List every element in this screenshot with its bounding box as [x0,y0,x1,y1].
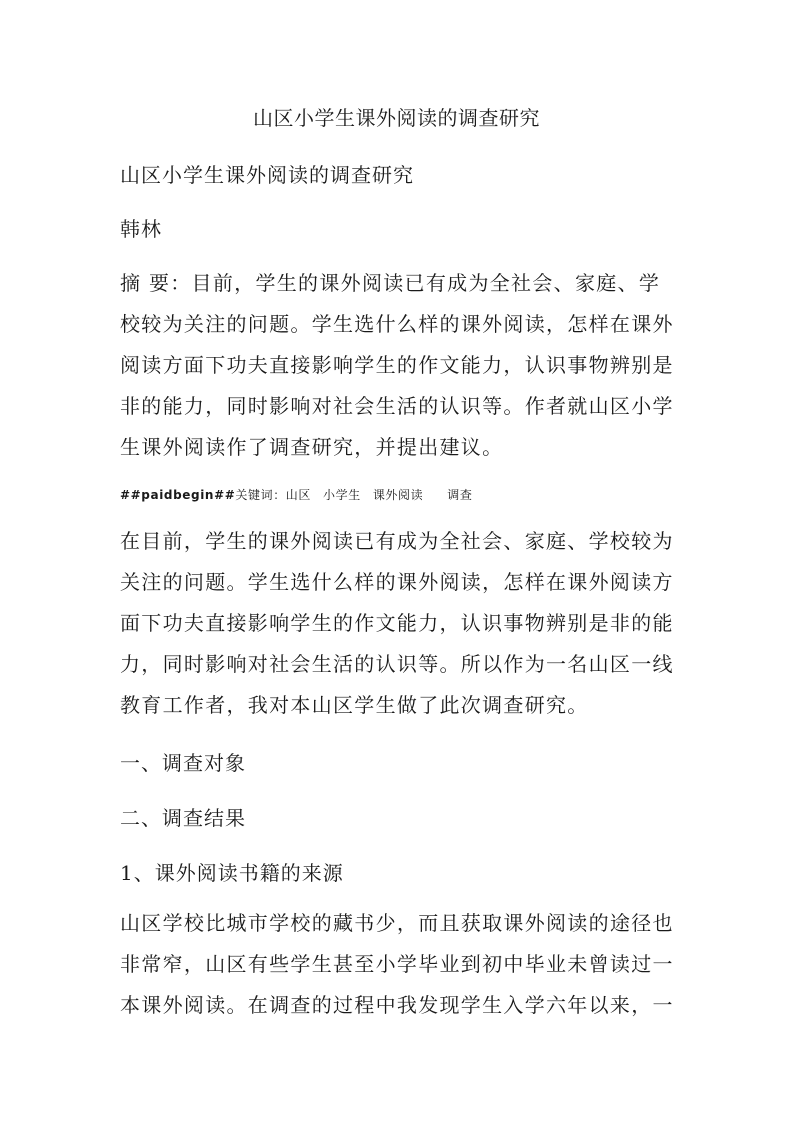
intro-line: 教育工作者，我对本山区学生做了此次调查研究。 [120,693,589,717]
article-heading: 山区小学生课外阅读的调查研究 [120,163,414,187]
body-line: 本课外阅读。在调查的过程中我发现学生入学六年以来，一 [120,993,674,1017]
body-line: 山区学校比城市学校的藏书少，而且获取课外阅读的途径也 [120,911,674,935]
intro-paragraph [120,521,676,726]
subsection-heading-1: 1、课外阅读书籍的来源 [120,861,344,885]
keyword: 调查 [447,488,473,502]
abstract-line: 校较为关注的问题。学生选什么样的课外阅读，怎样在课外 [120,312,674,336]
keyword: 课外阅读 [372,488,424,502]
keyword: 小学生 [323,488,361,502]
section-heading-2: 二、调查结果 [120,806,246,830]
keywords-line [120,486,472,503]
abstract-line: 非的能力，同时影响对社会生活的认识等。作者就山区小学 [120,394,674,418]
keyword: 山区 [285,488,311,502]
document-title: 山区小学生课外阅读的调查研究 [253,106,540,130]
abstract-line: 阅读方面下功夫直接影响学生的作文能力，认识事物辨别是 [120,353,674,377]
abstract-paragraph [120,263,676,468]
intro-line: 关注的问题。学生选什么样的课外阅读，怎样在课外阅读方 [120,570,674,594]
section-heading-1: 一、调查对象 [120,751,246,775]
keywords-label: 关键词： [235,488,286,502]
body-paragraph [120,903,676,1026]
author-name: 韩林 [120,217,162,241]
paid-marker: ##paidbegin## [120,488,236,502]
abstract-line: 摘 要：目前，学生的课外阅读已有成为全社会、家庭、学 [120,271,661,295]
abstract-line: 生课外阅读作了调查研究，并提出建议。 [120,435,504,459]
intro-line: 在目前，学生的课外阅读已有成为全社会、家庭、学校较为 [120,529,674,553]
body-line: 非常窄，山区有些学生甚至小学毕业到初中毕业未曾读过一 [120,952,674,976]
intro-line: 面下功夫直接影响学生的作文能力，认识事物辨别是非的能 [120,611,674,635]
intro-line: 力，同时影响对社会生活的认识等。所以作为一名山区一线 [120,652,674,676]
